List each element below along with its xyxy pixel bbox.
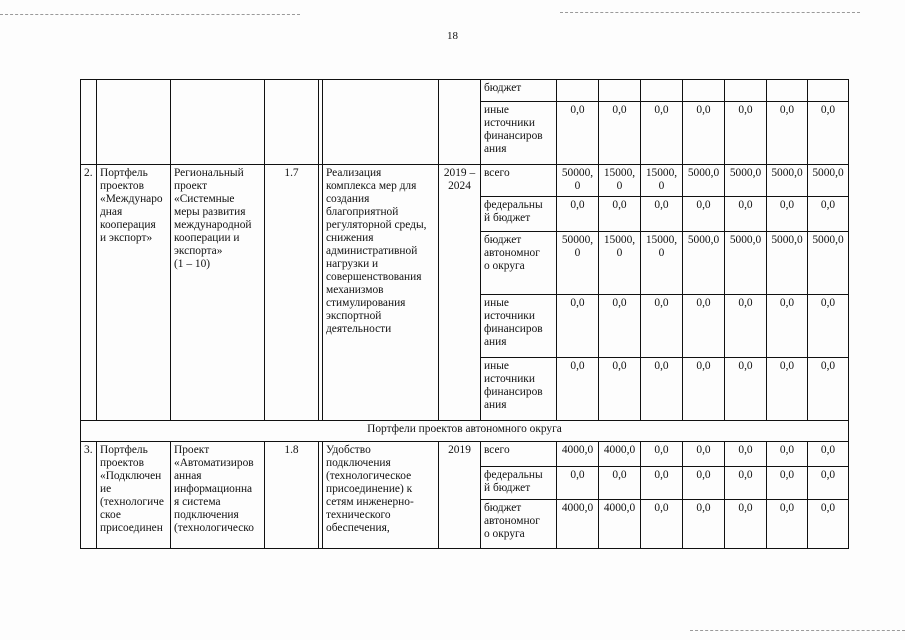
amount-cell bbox=[557, 500, 599, 549]
amount-cell bbox=[808, 295, 849, 358]
amount-cell bbox=[725, 295, 767, 358]
amount-cell bbox=[641, 467, 683, 500]
amount-cell bbox=[599, 197, 641, 232]
financing-source-text: бюджет bbox=[484, 82, 522, 94]
amount-cell-text: 0,0 bbox=[779, 502, 795, 514]
amount-cell-text: 15000, 0 bbox=[645, 167, 678, 192]
goal-code-text: 1.7 bbox=[284, 167, 299, 179]
amount-cell bbox=[641, 232, 683, 295]
amount-cell bbox=[725, 102, 767, 165]
portfolio-name-text: Портфель проектов «Междунаро дная кооперация и экспорт» bbox=[100, 167, 163, 244]
amount-cell-text: 0,0 bbox=[779, 444, 795, 456]
amount-cell-text: 5000,0 bbox=[687, 167, 720, 179]
financing-source bbox=[481, 442, 557, 467]
amount-cell bbox=[641, 442, 683, 467]
amount-cell bbox=[599, 232, 641, 295]
amount-cell-text: 0,0 bbox=[820, 469, 836, 481]
amount-cell-text: 0,0 bbox=[820, 199, 836, 211]
amount-cell-text: 50000, 0 bbox=[561, 167, 594, 192]
amount-cell-text: 0,0 bbox=[654, 360, 669, 372]
amount-cell bbox=[641, 295, 683, 358]
amount-cell bbox=[725, 467, 767, 500]
project-name bbox=[171, 442, 265, 549]
amount-cell bbox=[683, 197, 725, 232]
amount-cell-text: 0,0 bbox=[612, 297, 627, 309]
financing-source-text: иные источники финансиров ания bbox=[484, 297, 543, 348]
continued-code-cell bbox=[265, 80, 319, 165]
result-description-text: Удобство подключения (технологическое присоединение) к сетям инженерно- технического обеспечения, bbox=[326, 444, 414, 534]
project-name-text: Проект «Автоматизиров анная информационна я система подключения (технологическо bbox=[174, 444, 254, 534]
amount-cell-text: 0,0 bbox=[696, 444, 711, 456]
amount-cell bbox=[641, 80, 683, 102]
financing-source bbox=[481, 102, 557, 165]
amount-cell-text: 0,0 bbox=[612, 104, 627, 116]
section-title-text: Портфели проектов автономного округа bbox=[367, 423, 562, 435]
implementation-years bbox=[439, 165, 481, 421]
financing-source bbox=[481, 80, 557, 102]
financing-source-text: иные источники финансиров ания bbox=[484, 360, 543, 411]
amount-cell-text: 5000,0 bbox=[729, 234, 762, 246]
amount-cell bbox=[557, 197, 599, 232]
financing-source bbox=[481, 467, 557, 500]
row-number bbox=[81, 442, 97, 549]
scan-top-border-left bbox=[0, 14, 300, 15]
amount-cell bbox=[808, 467, 849, 500]
amount-cell-text: 0,0 bbox=[612, 469, 627, 481]
amount-cell bbox=[599, 102, 641, 165]
result-description bbox=[323, 165, 439, 421]
amount-cell bbox=[599, 358, 641, 421]
amount-cell bbox=[808, 500, 849, 549]
financing-source-text: всего bbox=[484, 167, 510, 179]
amount-cell-text: 0,0 bbox=[779, 199, 795, 211]
implementation-years-text: 2019 bbox=[448, 444, 471, 456]
amount-cell-text: 0,0 bbox=[696, 502, 711, 514]
financing-source-text: федеральны й бюджет bbox=[484, 199, 543, 224]
amount-cell-text: 0,0 bbox=[654, 104, 669, 116]
page-number: 18 bbox=[447, 30, 458, 42]
implementation-years bbox=[439, 442, 481, 549]
amount-cell bbox=[683, 232, 725, 295]
amount-cell-text: 0,0 bbox=[738, 297, 753, 309]
amount-cell-text: 0,0 bbox=[612, 199, 627, 211]
amount-cell-text: 0,0 bbox=[779, 297, 795, 309]
amount-cell-text: 4000,0 bbox=[561, 444, 594, 456]
amount-cell bbox=[767, 232, 808, 295]
amount-cell-text: 0,0 bbox=[820, 297, 836, 309]
amount-cell-text: 4000,0 bbox=[561, 502, 594, 514]
amount-cell bbox=[725, 358, 767, 421]
amount-cell bbox=[767, 295, 808, 358]
continued-num-cell bbox=[81, 80, 97, 165]
amount-cell-text: 0,0 bbox=[570, 469, 585, 481]
amount-cell-text: 15000, 0 bbox=[645, 234, 678, 259]
amount-cell bbox=[767, 165, 808, 197]
amount-cell bbox=[641, 197, 683, 232]
amount-cell-text: 5000,0 bbox=[812, 167, 844, 179]
amount-cell bbox=[725, 165, 767, 197]
result-description bbox=[323, 442, 439, 549]
amount-cell-text: 15000, 0 bbox=[603, 234, 636, 259]
amount-cell bbox=[683, 80, 725, 102]
amount-cell bbox=[599, 165, 641, 197]
result-description-text: Реализация комплекса мер для создания благоприятной регуляторной среды, снижения административной нагрузки и совершенствования механизмов стимулирования экспортной деятельности bbox=[326, 167, 427, 335]
amount-cell-text: 5000,0 bbox=[771, 167, 803, 179]
amount-cell bbox=[557, 102, 599, 165]
implementation-years-text: 2019 – 2024 bbox=[443, 167, 476, 192]
amount-cell-text: 0,0 bbox=[820, 104, 836, 116]
financing-source-text: бюджет автономног о округа bbox=[484, 502, 540, 540]
amount-cell bbox=[641, 165, 683, 197]
amount-cell-text: 0,0 bbox=[738, 360, 753, 372]
amount-cell-text: 0,0 bbox=[738, 199, 753, 211]
amount-cell-text: 0,0 bbox=[738, 469, 753, 481]
amount-cell-text: 50000, 0 bbox=[561, 234, 594, 259]
amount-cell bbox=[557, 232, 599, 295]
amount-cell bbox=[683, 500, 725, 549]
table-row bbox=[81, 80, 849, 102]
amount-cell bbox=[599, 80, 641, 102]
section-row bbox=[81, 421, 849, 442]
amount-cell bbox=[599, 500, 641, 549]
amount-cell bbox=[725, 500, 767, 549]
amount-cell bbox=[683, 467, 725, 500]
goal-code-text: 1.8 bbox=[284, 444, 299, 456]
financing-source-text: всего bbox=[484, 444, 510, 456]
goal-code bbox=[265, 165, 319, 421]
amount-cell bbox=[641, 358, 683, 421]
amount-cell-text: 0,0 bbox=[738, 104, 753, 116]
amount-cell bbox=[767, 197, 808, 232]
amount-cell bbox=[808, 165, 849, 197]
project-name bbox=[171, 165, 265, 421]
amount-cell bbox=[557, 442, 599, 467]
amount-cell bbox=[767, 442, 808, 467]
amount-cell bbox=[767, 80, 808, 102]
amount-cell-text: 0,0 bbox=[820, 444, 836, 456]
continued-portfolio-cell bbox=[97, 80, 171, 165]
amount-cell-text: 0,0 bbox=[654, 444, 669, 456]
amount-cell bbox=[767, 467, 808, 500]
financing-source bbox=[481, 500, 557, 549]
amount-cell bbox=[725, 80, 767, 102]
portfolio-name bbox=[97, 442, 171, 549]
amount-cell bbox=[557, 467, 599, 500]
amount-cell bbox=[599, 467, 641, 500]
table-row bbox=[81, 442, 849, 467]
row-number bbox=[81, 165, 97, 421]
amount-cell-text: 15000, 0 bbox=[603, 167, 636, 192]
amount-cell bbox=[683, 442, 725, 467]
portfolio-name-text: Портфель проектов «Подключен ие (технологиче ское присоединен bbox=[100, 444, 164, 534]
amount-cell bbox=[808, 80, 849, 102]
amount-cell-text: 5000,0 bbox=[771, 234, 803, 246]
continued-years-cell bbox=[439, 80, 481, 165]
amount-cell-text: 0,0 bbox=[570, 297, 585, 309]
amount-cell-text: 0,0 bbox=[696, 104, 711, 116]
amount-cell-text: 0,0 bbox=[779, 104, 795, 116]
amount-cell bbox=[557, 80, 599, 102]
amount-cell-text: 0,0 bbox=[696, 199, 711, 211]
amount-cell-text: 0,0 bbox=[654, 502, 669, 514]
amount-cell-text: 0,0 bbox=[570, 199, 585, 211]
amount-cell bbox=[683, 295, 725, 358]
amount-cell-text: 0,0 bbox=[696, 469, 711, 481]
amount-cell bbox=[808, 442, 849, 467]
amount-cell bbox=[808, 232, 849, 295]
financing-source bbox=[481, 358, 557, 421]
continued-result-cell bbox=[323, 80, 439, 165]
amount-cell bbox=[767, 102, 808, 165]
amount-cell bbox=[557, 358, 599, 421]
section-title bbox=[81, 421, 849, 442]
amount-cell-text: 0,0 bbox=[696, 297, 711, 309]
amount-cell bbox=[599, 295, 641, 358]
amount-cell bbox=[808, 358, 849, 421]
amount-cell-text: 5000,0 bbox=[687, 234, 720, 246]
amount-cell bbox=[767, 358, 808, 421]
amount-cell-text: 0,0 bbox=[738, 444, 753, 456]
amount-cell bbox=[641, 102, 683, 165]
amount-cell-text: 0,0 bbox=[570, 360, 585, 372]
amount-cell-text: 4000,0 bbox=[603, 444, 636, 456]
amount-cell-text: 0,0 bbox=[570, 104, 585, 116]
amount-cell bbox=[725, 197, 767, 232]
amount-cell-text: 0,0 bbox=[820, 502, 836, 514]
amount-cell bbox=[725, 442, 767, 467]
amount-cell bbox=[683, 102, 725, 165]
amount-cell-text: 5000,0 bbox=[812, 234, 844, 246]
row-number-text: 3. bbox=[84, 444, 93, 456]
table-row bbox=[81, 165, 849, 197]
financing-source bbox=[481, 165, 557, 197]
financing-source-text: бюджет автономног о округа bbox=[484, 234, 540, 272]
amount-cell bbox=[641, 500, 683, 549]
financing-source bbox=[481, 197, 557, 232]
amount-cell bbox=[683, 165, 725, 197]
amount-cell-text: 5000,0 bbox=[729, 167, 762, 179]
amount-cell-text: 0,0 bbox=[696, 360, 711, 372]
amount-cell-text: 0,0 bbox=[654, 469, 669, 481]
amount-cell-text: 0,0 bbox=[779, 469, 795, 481]
scan-top-border-right bbox=[560, 12, 860, 13]
project-name-text: Региональный проект «Системные меры развития международной кооперации и экспорта» (1 – 10) bbox=[174, 167, 252, 270]
financing-table bbox=[80, 79, 849, 549]
amount-cell-text: 0,0 bbox=[738, 502, 753, 514]
goal-code bbox=[265, 442, 319, 549]
financing-source bbox=[481, 295, 557, 358]
amount-cell bbox=[808, 102, 849, 165]
amount-cell bbox=[557, 295, 599, 358]
financing-source bbox=[481, 232, 557, 295]
scan-bottom-border bbox=[690, 630, 905, 631]
amount-cell-text: 0,0 bbox=[820, 360, 836, 372]
amount-cell bbox=[725, 232, 767, 295]
financing-source-text: федеральны й бюджет bbox=[484, 469, 543, 494]
amount-cell-text: 4000,0 bbox=[603, 502, 636, 514]
row-number-text: 2. bbox=[84, 167, 93, 179]
amount-cell bbox=[557, 165, 599, 197]
amount-cell-text: 0,0 bbox=[654, 297, 669, 309]
financing-source-text: иные источники финансиров ания bbox=[484, 104, 543, 155]
amount-cell bbox=[683, 358, 725, 421]
amount-cell bbox=[599, 442, 641, 467]
amount-cell bbox=[767, 500, 808, 549]
amount-cell-text: 0,0 bbox=[612, 360, 627, 372]
amount-cell-text: 0,0 bbox=[654, 199, 669, 211]
amount-cell bbox=[808, 197, 849, 232]
amount-cell-text: 0,0 bbox=[779, 360, 795, 372]
continued-project-cell bbox=[171, 80, 265, 165]
portfolio-name bbox=[97, 165, 171, 421]
